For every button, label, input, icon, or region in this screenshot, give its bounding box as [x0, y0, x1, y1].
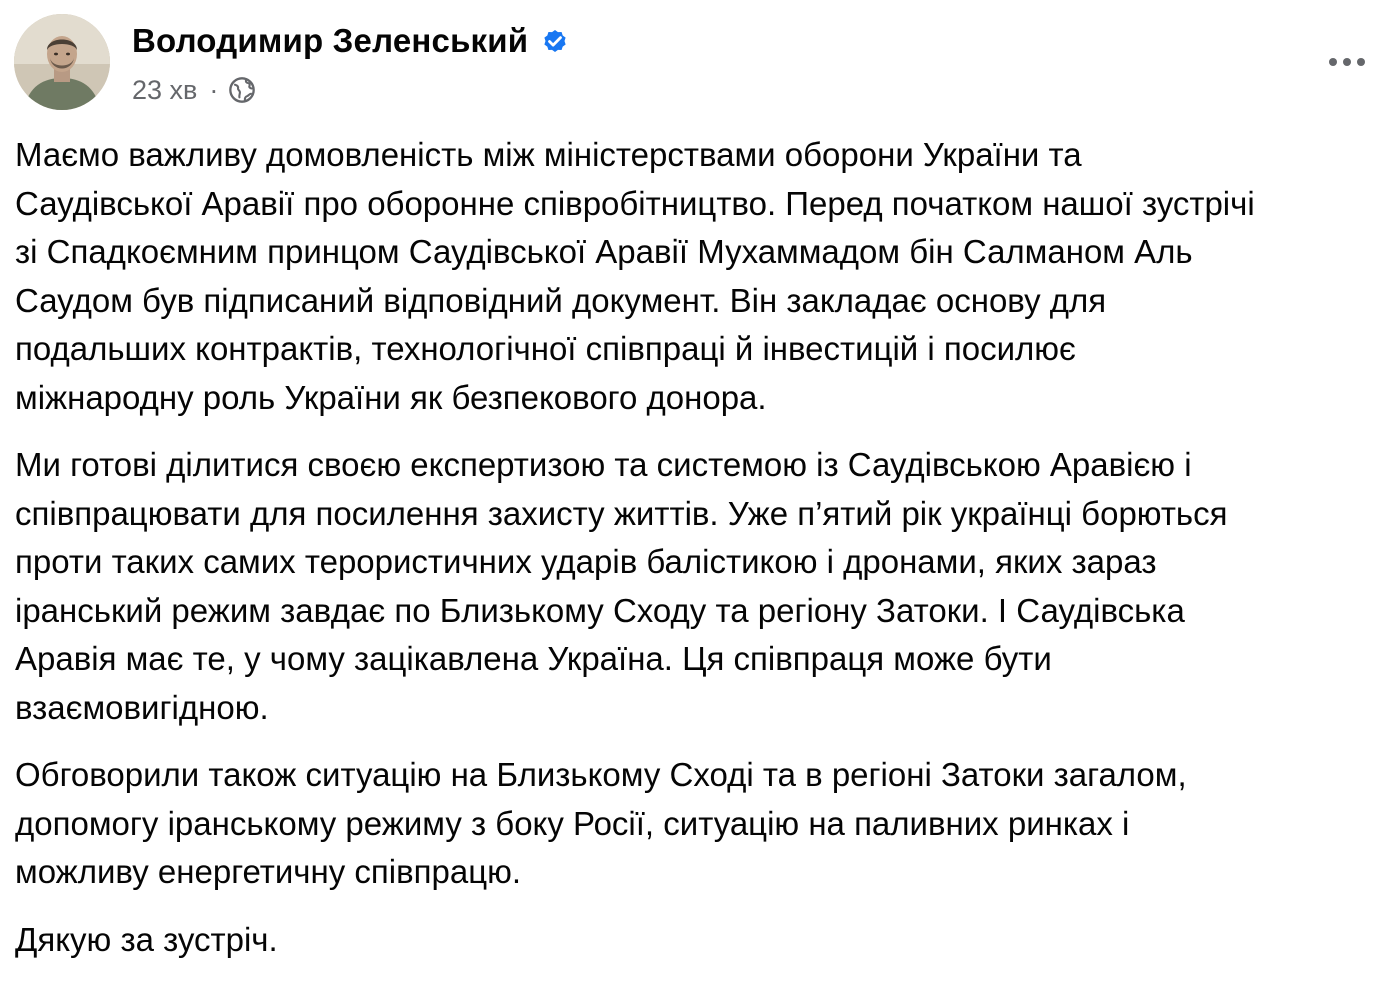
author-row	[132, 20, 570, 62]
author-block	[132, 20, 570, 108]
avatar-photo	[14, 14, 110, 110]
post-text	[15, 131, 1390, 983]
post-paragraph-4: Дякую за зустріч.	[15, 920, 278, 958]
globe-icon[interactable]	[228, 76, 256, 104]
post-paragraph-3: Обговорили також ситуацію на Близькому Сході та в регіоні Затоки загалом, допомогу іранському режиму з боку Росії, ситуацію на паливних ринках і можливу енергетичну співпрацю.	[15, 756, 1187, 890]
verified-badge-icon	[540, 26, 570, 56]
meta-separator: ·	[209, 74, 219, 105]
author-avatar[interactable]	[14, 14, 110, 110]
post-paragraph-1: Маємо важливу домовленість між міністерствами оборони України та Саудівської Аравії про оборонне співробітництво. Перед початком нашої зустрічі зі Спадкоємним принцом Саудівської Аравії Мухаммадом бін Салманом Аль Саудом був підписаний відповідний документ. Він закладає основу для подальших контрактів, технологічної співпраці й інвестицій і посилює міжнародну роль України як безпекового донора.	[15, 136, 1255, 416]
post-paragraph-2: Ми готові ділитися своєю експертизою та системою із Саудівською Аравією і співпрацювати для посилення захисту життів. Уже п’ятий рік українці борються проти таких самих терористичних ударів балістикою і дронами, яких зараз іранський режим завдає по Близькому Сходу та регіону Затоки. І Саудівська Аравія має те, у чому зацікавлена Україна. Ця співпраця може бути взаємовигідною.	[15, 446, 1228, 726]
post-timestamp[interactable]: 23 хв	[132, 74, 198, 105]
author-name[interactable]: Володимир Зеленський	[132, 22, 529, 59]
more-options-button[interactable]	[1318, 40, 1376, 84]
more-options-icon	[1327, 57, 1367, 67]
post-meta	[132, 72, 570, 108]
post-header	[14, 14, 1386, 114]
